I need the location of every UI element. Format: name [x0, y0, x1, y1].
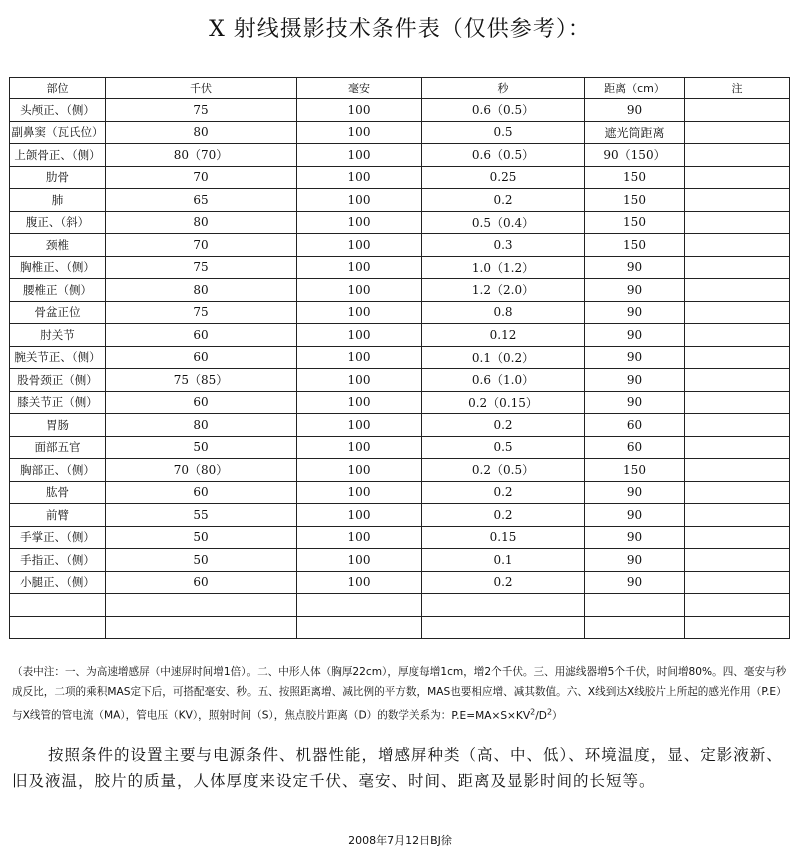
table-cell: 80: [106, 211, 297, 234]
table-cell: 90: [585, 549, 685, 572]
table-cell: 80: [106, 279, 297, 302]
table-cell: [685, 436, 790, 459]
table-cell: 100: [297, 504, 422, 527]
table-cell: 90: [585, 279, 685, 302]
table-cell: 80（70）: [106, 144, 297, 167]
column-header: 注: [685, 78, 790, 99]
table-cell: 50: [106, 549, 297, 572]
table-row: [10, 459, 790, 482]
table-cell: 150: [585, 459, 685, 482]
table-cell: 90（150）: [585, 144, 685, 167]
table-cell: 150: [585, 166, 685, 189]
table-row: [10, 121, 790, 144]
table-row: [10, 99, 790, 122]
table-row: [10, 526, 790, 549]
table-cell: 90: [585, 301, 685, 324]
table-cell: 0.25: [422, 166, 585, 189]
table-cell: [297, 594, 422, 617]
table-cell: 1.2（2.0）: [422, 279, 585, 302]
table-cell: [685, 459, 790, 482]
table-cell: [585, 616, 685, 639]
table-row: [10, 346, 790, 369]
table-cell: [685, 526, 790, 549]
table-cell: [685, 144, 790, 167]
table-row: [10, 234, 790, 257]
date-signature: 2008年7月12日BJ徐: [348, 834, 452, 847]
table-cell: 100: [297, 144, 422, 167]
table-cell: 60: [106, 346, 297, 369]
table-cell: 100: [297, 279, 422, 302]
table-row: [10, 189, 790, 212]
table-cell: 60: [106, 481, 297, 504]
table-row: [10, 211, 790, 234]
body-part-cell: 胸部正、（侧）: [10, 459, 106, 482]
table-cell: 55: [106, 504, 297, 527]
page-title: X 射线摄影技术条件表（仅供参考）：: [209, 17, 591, 42]
table-cell: 50: [106, 526, 297, 549]
table-row: [10, 369, 790, 392]
table-cell: 60: [106, 324, 297, 347]
table-cell: 0.1（0.2）: [422, 346, 585, 369]
table-cell: 100: [297, 571, 422, 594]
table-cell: [685, 414, 790, 437]
body-part-cell: 手掌正、（侧）: [10, 526, 106, 549]
body-part-cell: 头颅正、（侧）: [10, 99, 106, 122]
table-row: [10, 616, 790, 639]
table-cell: 0.15: [422, 526, 585, 549]
technique-table: [9, 77, 790, 639]
table-cell: 100: [297, 459, 422, 482]
body-part-cell: 前臂: [10, 504, 106, 527]
column-header: 部位: [10, 78, 106, 99]
table-cell: 90: [585, 526, 685, 549]
table-row: [10, 279, 790, 302]
table-cell: 100: [297, 234, 422, 257]
body-part-cell: 上颌骨正、（侧）: [10, 144, 106, 167]
table-cell: 100: [297, 189, 422, 212]
table-row: [10, 414, 790, 437]
body-part-cell: 肱骨: [10, 481, 106, 504]
table-cell: 100: [297, 346, 422, 369]
body-part-cell: 胃肠: [10, 414, 106, 437]
table-cell: 70: [106, 234, 297, 257]
column-header: 千伏: [106, 78, 297, 99]
table-row: [10, 571, 790, 594]
table-cell: 75: [106, 301, 297, 324]
table-cell: 0.2（0.15）: [422, 391, 585, 414]
table-cell: 1.0（1.2）: [422, 256, 585, 279]
table-row: [10, 391, 790, 414]
table-cell: 100: [297, 211, 422, 234]
table-cell: 0.8: [422, 301, 585, 324]
table-cell: 90: [585, 99, 685, 122]
table-cell: [685, 504, 790, 527]
table-cell: 60: [106, 571, 297, 594]
table-cell: 75（85）: [106, 369, 297, 392]
table-cell: 90: [585, 369, 685, 392]
table-cell: 遮光筒距离: [585, 121, 685, 144]
table-cell: 100: [297, 436, 422, 459]
table-cell: [685, 234, 790, 257]
table-cell: [685, 369, 790, 392]
table-row: [10, 549, 790, 572]
table-row: [10, 594, 790, 617]
table-notes: [12, 662, 788, 726]
body-part-cell: [10, 594, 106, 617]
table-cell: 100: [297, 526, 422, 549]
table-cell: 60: [106, 391, 297, 414]
condition-note: [12, 742, 788, 794]
table-cell: 0.5: [422, 436, 585, 459]
table-cell: 0.5（0.4）: [422, 211, 585, 234]
table-cell: [685, 594, 790, 617]
table-cell: 0.6（0.5）: [422, 144, 585, 167]
body-part-cell: 腹正、（斜）: [10, 211, 106, 234]
table-cell: 100: [297, 369, 422, 392]
condition-note-text: 按照条件的设置主要与电源条件、机器性能，增感屏种类（高、中、低）、环境温度，显、定影液新、旧及液温，胶片的质量，人体厚度来设定千伏、毫安、时间、距离及显影时间的长短等。: [12, 746, 783, 790]
table-cell: 75: [106, 256, 297, 279]
body-part-cell: 颈椎: [10, 234, 106, 257]
table-cell: 150: [585, 234, 685, 257]
formula: $P.E=MA\times S\times KV^2/D^2$）: [451, 707, 563, 722]
table-cell: 50: [106, 436, 297, 459]
table-cell: [685, 346, 790, 369]
table-cell: 70（80）: [106, 459, 297, 482]
table-cell: [685, 616, 790, 639]
table-cell: 65: [106, 189, 297, 212]
table-cell: 150: [585, 189, 685, 212]
table-cell: 150: [585, 211, 685, 234]
table-cell: 80: [106, 121, 297, 144]
table-cell: 100: [297, 391, 422, 414]
table-cell: [106, 616, 297, 639]
table-cell: [106, 594, 297, 617]
table-cell: 70: [106, 166, 297, 189]
table-cell: 60: [585, 414, 685, 437]
column-header: 秒: [422, 78, 585, 99]
body-part-cell: 肋骨: [10, 166, 106, 189]
table-row: [10, 166, 790, 189]
table-cell: [685, 99, 790, 122]
body-part-cell: 手指正、（侧）: [10, 549, 106, 572]
table-cell: 75: [106, 99, 297, 122]
table-cell: [297, 616, 422, 639]
table-cell: 0.1: [422, 549, 585, 572]
table-cell: 90: [585, 481, 685, 504]
table-cell: 0.12: [422, 324, 585, 347]
table-cell: 0.2: [422, 571, 585, 594]
table-cell: 100: [297, 301, 422, 324]
table-cell: 90: [585, 324, 685, 347]
table-cell: [685, 166, 790, 189]
table-cell: [685, 211, 790, 234]
body-part-cell: 胸椎正、（侧）: [10, 256, 106, 279]
table-cell: 0.5: [422, 121, 585, 144]
body-part-cell: 面部五官: [10, 436, 106, 459]
body-part-cell: 股骨颈正（侧）: [10, 369, 106, 392]
table-cell: [685, 189, 790, 212]
table-row: [10, 144, 790, 167]
body-part-cell: 肺: [10, 189, 106, 212]
table-cell: 0.2: [422, 189, 585, 212]
table-row: [10, 301, 790, 324]
body-part-cell: 副鼻窦（瓦氏位）: [10, 121, 106, 144]
table-cell: 100: [297, 121, 422, 144]
table-cell: [422, 594, 585, 617]
body-part-cell: 小腿正、（侧）: [10, 571, 106, 594]
table-cell: 100: [297, 414, 422, 437]
table-cell: 100: [297, 324, 422, 347]
table-cell: [685, 301, 790, 324]
table-cell: [685, 121, 790, 144]
table-cell: [685, 256, 790, 279]
body-part-cell: 膝关节正（侧）: [10, 391, 106, 414]
table-notes-text: （表中注：一、为高速增感屏（中速屏时间增1倍）。二、中形人体（胸厚22cm），厚度每增1cm，增2个千伏。三、用滤线器增5个千伏，时间增80%。四、毫安与秒成反比，二项的乘积MAS定下后，可搭配毫安、秒。五、按照距离增、减比例的平方数，MAS也要相应增、减其数值。六、X线到达X线胶片上所起的感光作用（P.E）与X线管的管电流（MA），管电压（KV），照射时间（S），焦点胶片距离（D）的数学关系为：: [12, 666, 787, 722]
table-cell: 80: [106, 414, 297, 437]
table-cell: 90: [585, 571, 685, 594]
table-cell: 100: [297, 166, 422, 189]
table-cell: 0.2: [422, 414, 585, 437]
table-row: [10, 504, 790, 527]
table-cell: 0.2: [422, 481, 585, 504]
table-cell: 90: [585, 346, 685, 369]
table-cell: [685, 279, 790, 302]
table-row: [10, 436, 790, 459]
table-cell: 100: [297, 99, 422, 122]
table-cell: 0.2（0.5）: [422, 459, 585, 482]
table-cell: 0.3: [422, 234, 585, 257]
body-part-cell: [10, 616, 106, 639]
column-header: 毫安: [297, 78, 422, 99]
table-cell: [685, 481, 790, 504]
table-cell: [422, 616, 585, 639]
table-cell: 90: [585, 391, 685, 414]
table-cell: 100: [297, 481, 422, 504]
body-part-cell: 腕关节正、（侧）: [10, 346, 106, 369]
table-cell: [685, 571, 790, 594]
table-cell: 60: [585, 436, 685, 459]
body-part-cell: 骨盆正位: [10, 301, 106, 324]
table-cell: 0.2: [422, 504, 585, 527]
table-cell: 90: [585, 504, 685, 527]
table-cell: 90: [585, 256, 685, 279]
table-cell: 100: [297, 256, 422, 279]
table-header-row: [10, 78, 790, 99]
table-cell: 0.6（0.5）: [422, 99, 585, 122]
table-cell: [585, 594, 685, 617]
body-part-cell: 肘关节: [10, 324, 106, 347]
table-body: [10, 99, 790, 639]
column-header: 距离（cm）: [585, 78, 685, 99]
table-cell: [685, 391, 790, 414]
table-row: [10, 324, 790, 347]
table-cell: 100: [297, 549, 422, 572]
table-row: [10, 256, 790, 279]
table-cell: 0.6（1.0）: [422, 369, 585, 392]
table-row: [10, 481, 790, 504]
table-cell: [685, 324, 790, 347]
body-part-cell: 腰椎正（侧）: [10, 279, 106, 302]
table-cell: [685, 549, 790, 572]
